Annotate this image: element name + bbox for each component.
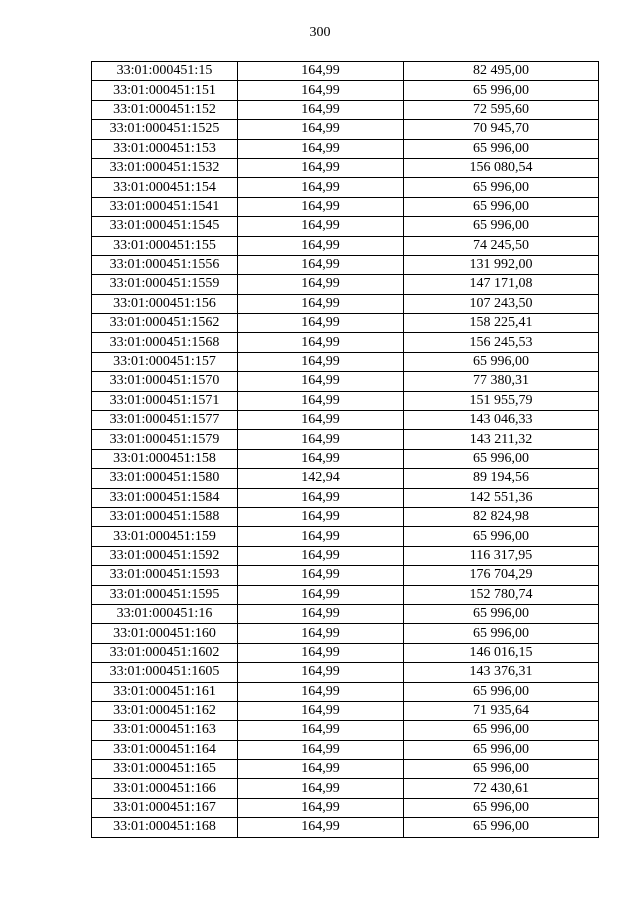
area-cell: 164,99 bbox=[238, 333, 404, 352]
cadastral-number-cell: 33:01:000451:1588 bbox=[92, 507, 238, 526]
table-row bbox=[92, 314, 599, 333]
table-row bbox=[92, 139, 599, 158]
value-cell: 65 996,00 bbox=[404, 818, 599, 837]
value-cell: 65 996,00 bbox=[404, 760, 599, 779]
cadastral-number-cell: 33:01:000451:1592 bbox=[92, 546, 238, 565]
area-cell: 164,99 bbox=[238, 798, 404, 817]
table-row bbox=[92, 643, 599, 662]
value-cell: 146 016,15 bbox=[404, 643, 599, 662]
area-cell: 164,99 bbox=[238, 352, 404, 371]
table-row bbox=[92, 391, 599, 410]
area-cell: 164,99 bbox=[238, 604, 404, 623]
value-cell: 72 430,61 bbox=[404, 779, 599, 798]
cadastral-number-cell: 33:01:000451:161 bbox=[92, 682, 238, 701]
value-cell: 152 780,74 bbox=[404, 585, 599, 604]
area-cell: 164,99 bbox=[238, 663, 404, 682]
table-row bbox=[92, 449, 599, 468]
value-cell: 156 080,54 bbox=[404, 158, 599, 177]
cadastral-number-cell: 33:01:000451:16 bbox=[92, 604, 238, 623]
table-row bbox=[92, 701, 599, 720]
area-cell: 164,99 bbox=[238, 546, 404, 565]
cadastral-number-cell: 33:01:000451:1580 bbox=[92, 469, 238, 488]
area-cell: 164,99 bbox=[238, 527, 404, 546]
area-cell: 164,99 bbox=[238, 255, 404, 274]
value-cell: 65 996,00 bbox=[404, 217, 599, 236]
area-cell: 164,99 bbox=[238, 314, 404, 333]
cadastral-number-cell: 33:01:000451:156 bbox=[92, 294, 238, 313]
area-cell: 142,94 bbox=[238, 469, 404, 488]
area-cell: 164,99 bbox=[238, 197, 404, 216]
cadastral-number-cell: 33:01:000451:168 bbox=[92, 818, 238, 837]
area-cell: 164,99 bbox=[238, 779, 404, 798]
table-row bbox=[92, 62, 599, 81]
value-cell: 65 996,00 bbox=[404, 798, 599, 817]
table-row bbox=[92, 158, 599, 177]
area-cell: 164,99 bbox=[238, 178, 404, 197]
area-cell: 164,99 bbox=[238, 760, 404, 779]
cadastral-number-cell: 33:01:000451:163 bbox=[92, 721, 238, 740]
value-cell: 142 551,36 bbox=[404, 488, 599, 507]
area-cell: 164,99 bbox=[238, 100, 404, 119]
value-cell: 147 171,08 bbox=[404, 275, 599, 294]
cadastral-number-cell: 33:01:000451:1568 bbox=[92, 333, 238, 352]
table-row bbox=[92, 798, 599, 817]
table-row bbox=[92, 100, 599, 119]
area-cell: 164,99 bbox=[238, 411, 404, 430]
cadastral-number-cell: 33:01:000451:1559 bbox=[92, 275, 238, 294]
value-cell: 65 996,00 bbox=[404, 604, 599, 623]
value-cell: 71 935,64 bbox=[404, 701, 599, 720]
value-cell: 65 996,00 bbox=[404, 81, 599, 100]
cadastral-number-cell: 33:01:000451:1541 bbox=[92, 197, 238, 216]
table-row bbox=[92, 760, 599, 779]
area-cell: 164,99 bbox=[238, 236, 404, 255]
table-row bbox=[92, 779, 599, 798]
value-cell: 158 225,41 bbox=[404, 314, 599, 333]
area-cell: 164,99 bbox=[238, 488, 404, 507]
area-cell: 164,99 bbox=[238, 682, 404, 701]
value-cell: 116 317,95 bbox=[404, 546, 599, 565]
page-number: 300 bbox=[309, 25, 331, 40]
table-row bbox=[92, 488, 599, 507]
cadastral-number-cell: 33:01:000451:167 bbox=[92, 798, 238, 817]
value-cell: 89 194,56 bbox=[404, 469, 599, 488]
area-cell: 164,99 bbox=[238, 372, 404, 391]
value-cell: 65 996,00 bbox=[404, 449, 599, 468]
table-row bbox=[92, 682, 599, 701]
value-cell: 82 824,98 bbox=[404, 507, 599, 526]
value-cell: 74 245,50 bbox=[404, 236, 599, 255]
value-cell: 65 996,00 bbox=[404, 352, 599, 371]
table-row bbox=[92, 663, 599, 682]
area-cell: 164,99 bbox=[238, 585, 404, 604]
table-row bbox=[92, 411, 599, 430]
cadastral-number-cell: 33:01:000451:1602 bbox=[92, 643, 238, 662]
cadastral-number-cell: 33:01:000451:1570 bbox=[92, 372, 238, 391]
cadastral-number-cell: 33:01:000451:158 bbox=[92, 449, 238, 468]
area-cell: 164,99 bbox=[238, 449, 404, 468]
table-row bbox=[92, 217, 599, 236]
cadastral-number-cell: 33:01:000451:1579 bbox=[92, 430, 238, 449]
area-cell: 164,99 bbox=[238, 721, 404, 740]
value-cell: 151 955,79 bbox=[404, 391, 599, 410]
value-cell: 65 996,00 bbox=[404, 682, 599, 701]
cadastral-number-cell: 33:01:000451:1584 bbox=[92, 488, 238, 507]
value-cell: 156 245,53 bbox=[404, 333, 599, 352]
value-cell: 65 996,00 bbox=[404, 740, 599, 759]
cadastral-number-cell: 33:01:000451:154 bbox=[92, 178, 238, 197]
value-cell: 143 046,33 bbox=[404, 411, 599, 430]
table-row bbox=[92, 818, 599, 837]
table-row bbox=[92, 255, 599, 274]
table-row bbox=[92, 527, 599, 546]
cadastral-number-cell: 33:01:000451:166 bbox=[92, 779, 238, 798]
cadastral-number-cell: 33:01:000451:162 bbox=[92, 701, 238, 720]
value-cell: 107 243,50 bbox=[404, 294, 599, 313]
area-cell: 164,99 bbox=[238, 158, 404, 177]
table-row bbox=[92, 507, 599, 526]
value-cell: 143 376,31 bbox=[404, 663, 599, 682]
cadastral-number-cell: 33:01:000451:152 bbox=[92, 100, 238, 119]
cadastral-number-cell: 33:01:000451:157 bbox=[92, 352, 238, 371]
area-cell: 164,99 bbox=[238, 624, 404, 643]
table-row bbox=[92, 81, 599, 100]
cadastral-number-cell: 33:01:000451:15 bbox=[92, 62, 238, 81]
value-cell: 65 996,00 bbox=[404, 139, 599, 158]
value-cell: 82 495,00 bbox=[404, 62, 599, 81]
cadastral-number-cell: 33:01:000451:1556 bbox=[92, 255, 238, 274]
area-cell: 164,99 bbox=[238, 139, 404, 158]
value-cell: 176 704,29 bbox=[404, 566, 599, 585]
cadastral-number-cell: 33:01:000451:1525 bbox=[92, 120, 238, 139]
cadastral-number-cell: 33:01:000451:1562 bbox=[92, 314, 238, 333]
value-cell: 65 996,00 bbox=[404, 178, 599, 197]
area-cell: 164,99 bbox=[238, 643, 404, 662]
cadastral-number-cell: 33:01:000451:151 bbox=[92, 81, 238, 100]
cadastral-number-cell: 33:01:000451:1593 bbox=[92, 566, 238, 585]
table-row bbox=[92, 740, 599, 759]
cadastral-number-cell: 33:01:000451:160 bbox=[92, 624, 238, 643]
value-cell: 65 996,00 bbox=[404, 527, 599, 546]
area-cell: 164,99 bbox=[238, 62, 404, 81]
table-row bbox=[92, 372, 599, 391]
value-cell: 65 996,00 bbox=[404, 197, 599, 216]
cadastral-number-cell: 33:01:000451:1577 bbox=[92, 411, 238, 430]
area-cell: 164,99 bbox=[238, 81, 404, 100]
cadastral-number-cell: 33:01:000451:155 bbox=[92, 236, 238, 255]
cadastral-number-cell: 33:01:000451:165 bbox=[92, 760, 238, 779]
table-row bbox=[92, 604, 599, 623]
cadastral-number-cell: 33:01:000451:159 bbox=[92, 527, 238, 546]
table-row bbox=[92, 275, 599, 294]
table-row bbox=[92, 566, 599, 585]
cadastral-number-cell: 33:01:000451:1595 bbox=[92, 585, 238, 604]
cadastral-number-cell: 33:01:000451:153 bbox=[92, 139, 238, 158]
cadastral-number-cell: 33:01:000451:1571 bbox=[92, 391, 238, 410]
value-cell: 65 996,00 bbox=[404, 624, 599, 643]
cadastral-number-cell: 33:01:000451:164 bbox=[92, 740, 238, 759]
table-row bbox=[92, 624, 599, 643]
table-row bbox=[92, 721, 599, 740]
area-cell: 164,99 bbox=[238, 120, 404, 139]
table-row bbox=[92, 352, 599, 371]
table-row bbox=[92, 197, 599, 216]
area-cell: 164,99 bbox=[238, 566, 404, 585]
data-table bbox=[91, 61, 599, 838]
area-cell: 164,99 bbox=[238, 294, 404, 313]
table-row bbox=[92, 120, 599, 139]
table-row bbox=[92, 546, 599, 565]
table-row bbox=[92, 585, 599, 604]
area-cell: 164,99 bbox=[238, 740, 404, 759]
table-row bbox=[92, 236, 599, 255]
value-cell: 65 996,00 bbox=[404, 721, 599, 740]
area-cell: 164,99 bbox=[238, 818, 404, 837]
area-cell: 164,99 bbox=[238, 430, 404, 449]
value-cell: 131 992,00 bbox=[404, 255, 599, 274]
table-row bbox=[92, 178, 599, 197]
area-cell: 164,99 bbox=[238, 275, 404, 294]
area-cell: 164,99 bbox=[238, 217, 404, 236]
area-cell: 164,99 bbox=[238, 391, 404, 410]
area-cell: 164,99 bbox=[238, 701, 404, 720]
cadastral-number-cell: 33:01:000451:1532 bbox=[92, 158, 238, 177]
table-row bbox=[92, 333, 599, 352]
value-cell: 70 945,70 bbox=[404, 120, 599, 139]
table-row bbox=[92, 294, 599, 313]
table-body bbox=[92, 62, 599, 838]
table-row bbox=[92, 469, 599, 488]
cadastral-number-cell: 33:01:000451:1545 bbox=[92, 217, 238, 236]
value-cell: 143 211,32 bbox=[404, 430, 599, 449]
value-cell: 77 380,31 bbox=[404, 372, 599, 391]
value-cell: 72 595,60 bbox=[404, 100, 599, 119]
area-cell: 164,99 bbox=[238, 507, 404, 526]
table-row bbox=[92, 430, 599, 449]
cadastral-number-cell: 33:01:000451:1605 bbox=[92, 663, 238, 682]
